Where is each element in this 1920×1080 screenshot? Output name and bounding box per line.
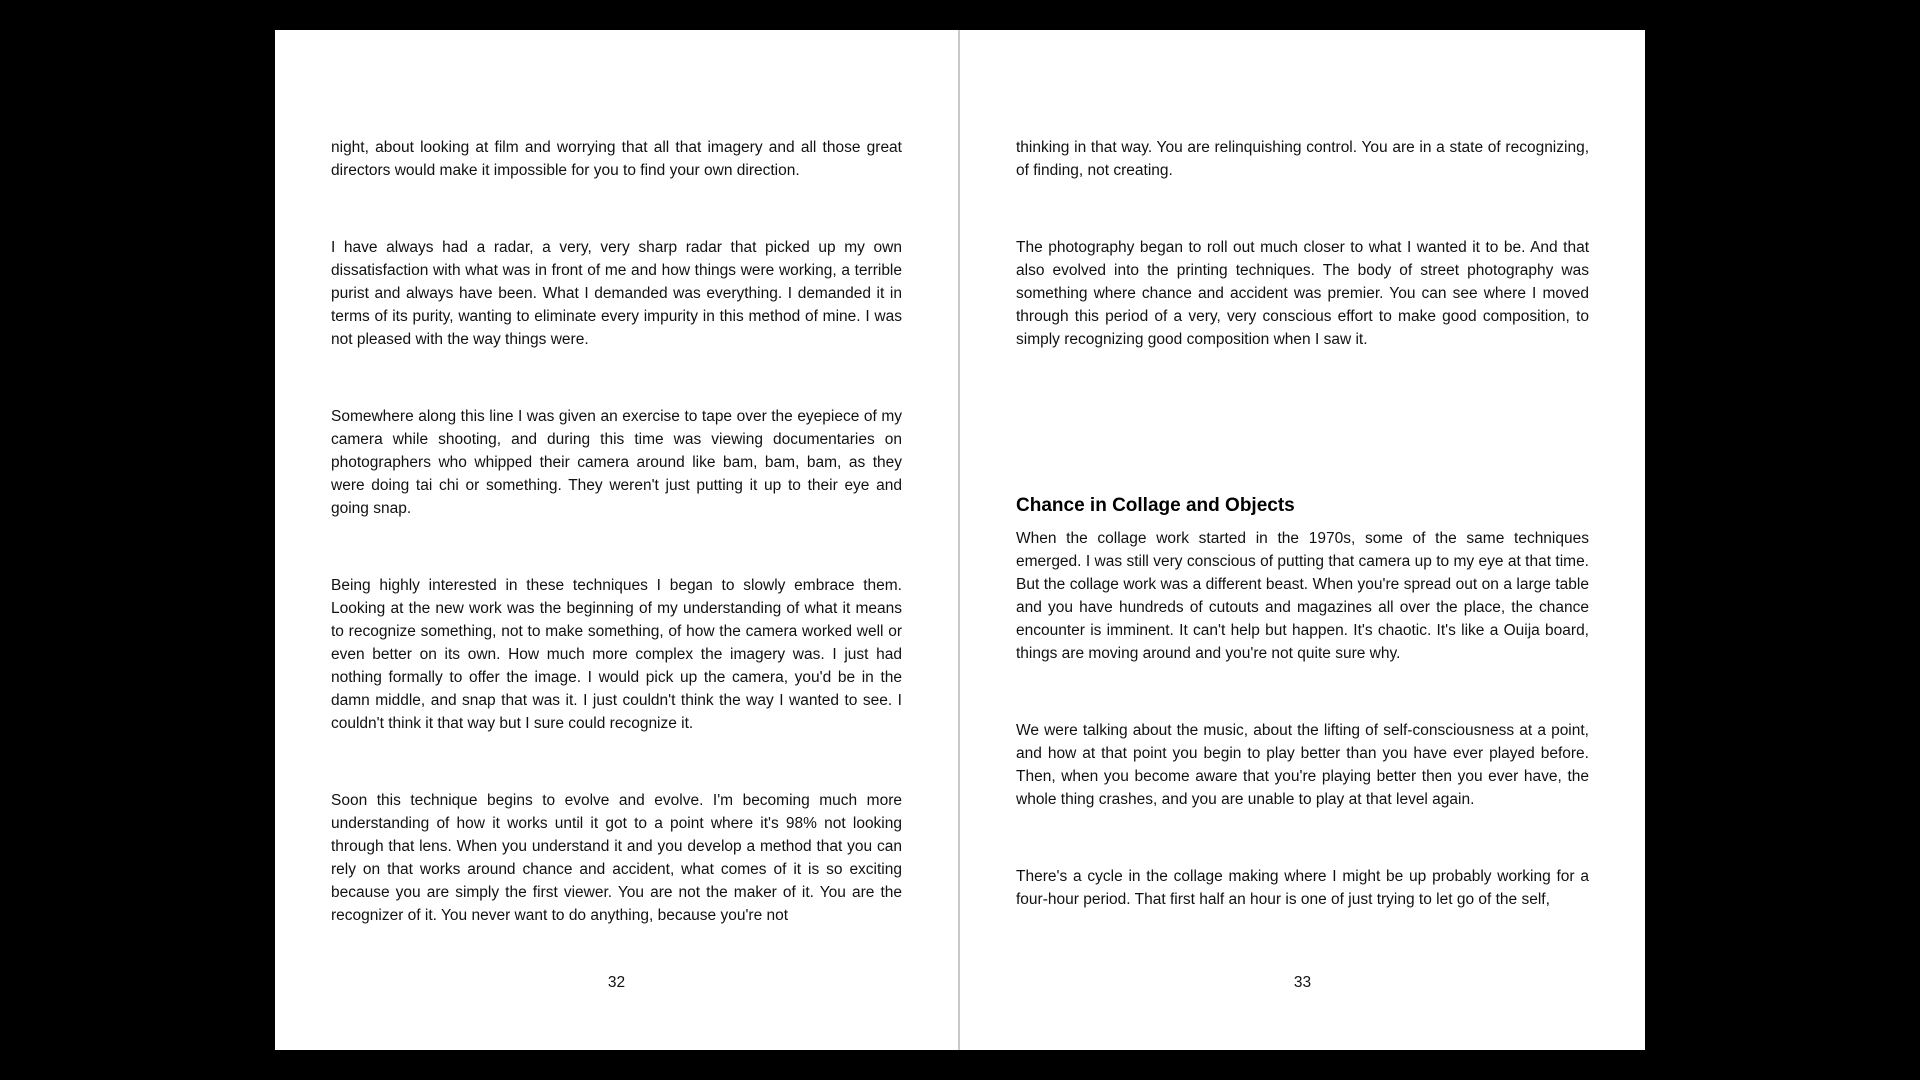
page-number: 32 — [607, 974, 626, 991]
paragraph: Soon this technique begins to evolve and evolve. I'm becoming much more understanding of how it works until it got to a point where it's 98% not looking through that lens. When you understand it and you develop a method that you can rely on that works around chance and accident, what comes of it is so exciting because you are simply the first viewer. You are not the maker of it. You are the recognizer of it. You never want to do anything, because you're not — [331, 792, 902, 924]
page-number: 33 — [1293, 974, 1312, 991]
left-page — [275, 30, 960, 1050]
paragraph: There's a cycle in the collage making where I might be up probably working for a four-hour period. That first half an hour is one of just trying to let go of the self, — [1016, 868, 1589, 908]
paragraph: The photography began to roll out much closer to what I wanted it to be. And that also evolved into the printing techniques. The body of street photography was something where chance and accident was premier. You can see where I moved through this period of a very, very conscious effort to make good composition, to simply recognizing good composition when I saw it. — [1016, 239, 1589, 348]
right-page — [960, 30, 1645, 1050]
paragraph: night, about looking at film and worrying that all that imagery and all those great directors would make it impossible for you to find your own direction. — [331, 139, 902, 179]
paragraph: thinking in that way. You are relinquishing control. You are in a state of recognizing, of finding, not creating. — [1016, 139, 1589, 179]
paragraph: I have always had a radar, a very, very sharp radar that picked up my own dissatisfaction with what was in front of me and how things were working, a terrible purist and always have been. What I demanded was everything. I demanded it in terms of its purity, wanting to eliminate every impurity in this method of mine. I was not pleased with the way things were. — [331, 239, 902, 348]
book-spread — [275, 30, 1645, 1050]
section-heading: Chance in Collage and Objects — [1016, 495, 1295, 516]
paragraph: When the collage work started in the 1970s, some of the same techniques emerged. I was still very conscious of putting that camera up to my eye at that time. But the collage work was a different beast. When you're spread out on a large table and you have hundreds of cutouts and magazines all over the place, the chance encounter is imminent. It can't help but happen. It's chaotic. It's like a Ouija board, things are moving around and you're not quite sure why. — [1016, 530, 1589, 662]
paragraph: Somewhere along this line I was given an exercise to tape over the eyepiece of my camera while shooting, and during this time was viewing documentaries on photographers who whipped their camera around like bam, bam, bam, as they were doing tai chi or something. They weren't just putting it up to their eye and going snap. — [331, 408, 902, 517]
paragraph: Being highly interested in these techniques I began to slowly embrace them. Looking at the new work was the beginning of my understanding of what it means to recognize something, not to make something, of how the camera worked well or even better on its own. How much more complex the imagery was. I just had nothing formally to offer the image. I would pick up the camera, you'd be in the damn middle, and snap that was it. I just couldn't think the way I wanted to see. I couldn't think it that way but I sure could recognize it. — [331, 577, 902, 732]
paragraph: We were talking about the music, about the lifting of self-consciousness at a point, and how at that point you begin to play better than you have ever played before. Then, when you become aware that you're playing better then you ever have, the whole thing crashes, and you are unable to play at that level again. — [1016, 722, 1589, 808]
section-spacer — [1016, 405, 1589, 495]
